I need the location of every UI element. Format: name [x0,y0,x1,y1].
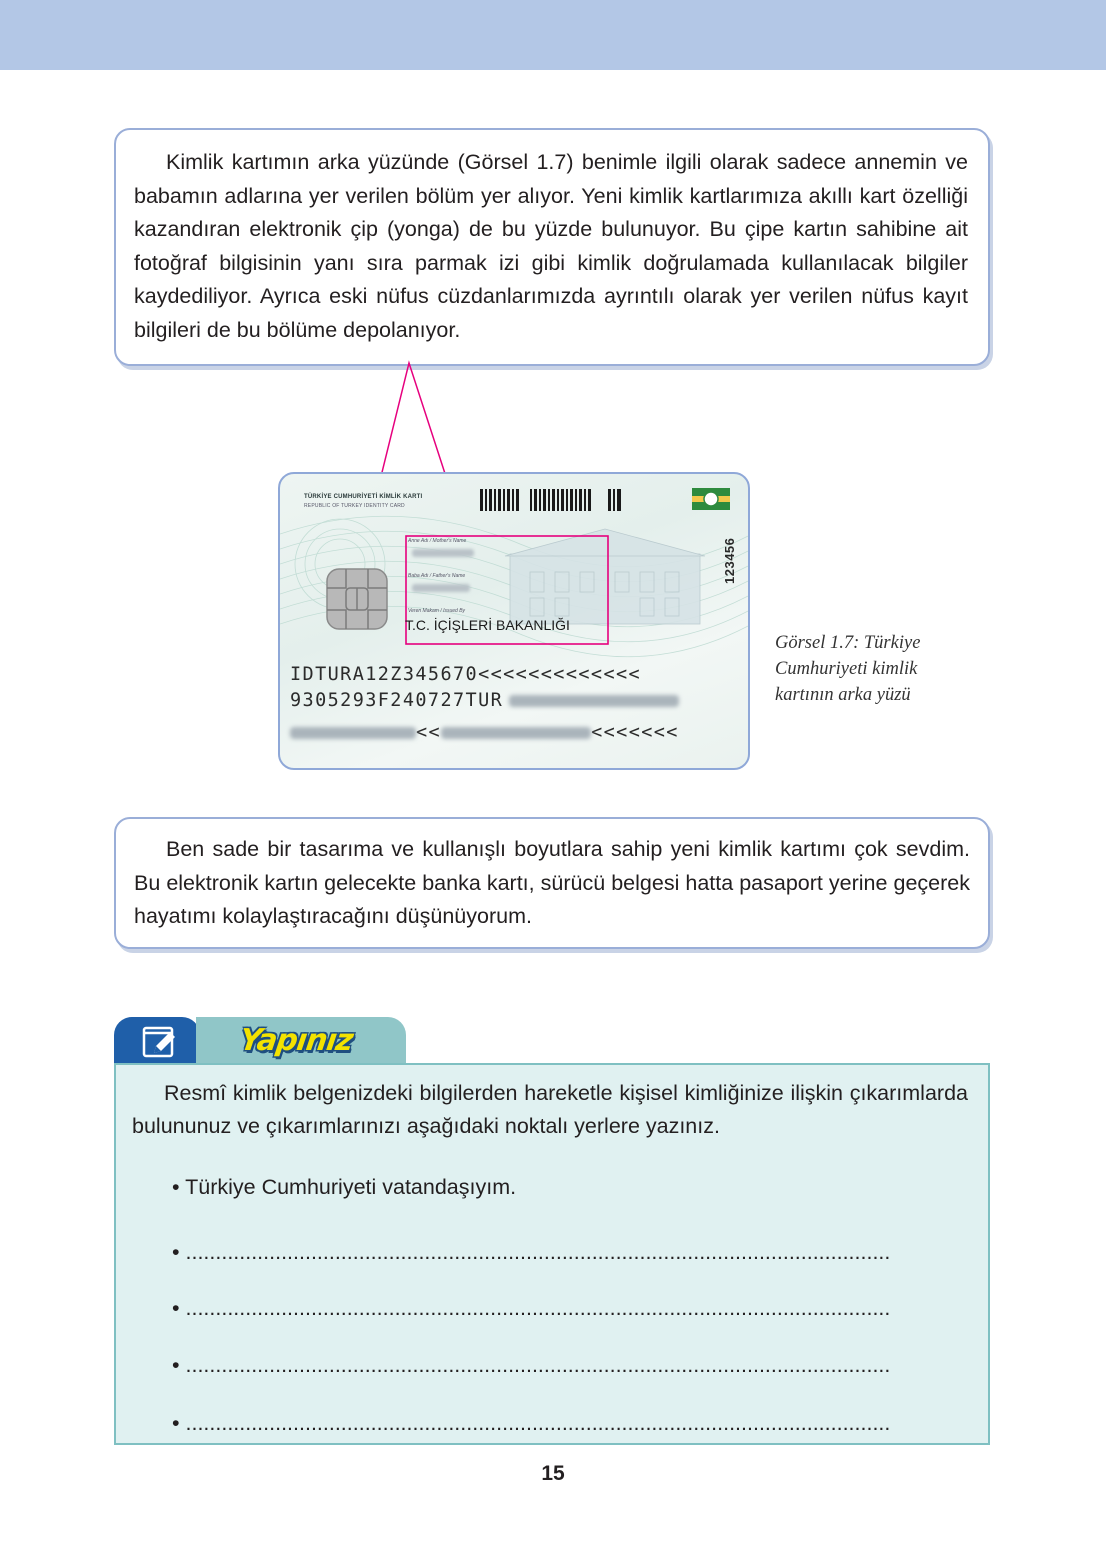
mrz-line-2 [290,690,679,711]
chip-icon [326,568,388,630]
mrz-filler: <<<<<<< [591,722,679,743]
card-subtitle: REPUBLIC OF TURKEY IDENTITY CARD [304,503,405,509]
mrz-given-names-redacted [441,727,591,739]
activity-tab-icon [114,1017,200,1065]
answer-line-4[interactable]: • ...................................................................................................................... [172,1411,891,1435]
bullet-item-1: • Türkiye Cumhuriyeti vatandaşıyım. [172,1175,517,1199]
page-number: 15 [541,1462,565,1485]
father-name-label: Baba Adı / Father's Name [408,573,466,579]
answer-line-3[interactable]: • ...................................................................................................................... [172,1353,891,1377]
activity-box [114,1063,990,1445]
activity-tab [196,1017,406,1065]
mrz-line-3 [290,722,679,743]
activity-instruction: Resmî kimlik belgenizdeki bilgilerden hareketle kişisel kimliğinize ilişkin çıkarımlarda bulununuz ve çıkarımlarınızı aşağıdaki noktalı yerlere yazınız. [132,1081,968,1138]
flag-emblem-icon [692,488,730,510]
mother-name-redacted [412,549,474,557]
mrz-redacted [509,695,679,707]
card-serial-number: 123456 [722,537,737,584]
issuer-label: Veren Makam / Issued By [408,608,466,614]
issuer-value: T.C. İÇİŞLERİ BAKANLIĞI [405,617,570,633]
speech-bubble-opinion [114,817,990,949]
second-paragraph: Ben sade bir tasarıma ve kullanışlı boyutlara sahip yeni kimlik kartımı çok sevdim. Bu elektronik kartın gelecekte banka kartı, sürücü belgesi hatta pasaport yerine geçerek hayatımı kolaylaştıracağını düşünüyorum. [134,837,970,928]
card-title: TÜRKİYE CUMHURİYETİ KİMLİK KARTI [304,494,423,500]
pencil-notebook-icon [114,1017,200,1065]
father-name-redacted [412,584,470,592]
mrz-surname-redacted [290,727,416,739]
barcode [480,489,630,511]
id-card-image [278,472,750,770]
intro-paragraph: Kimlik kartımın arka yüzünde (Görsel 1.7) benimle ilgili olarak sadece annemin ve babamın adlarına yer verilen bölüm yer alıyor. Yeni kimlik kartlarımıza akıllı kart özelliği kazandıran elektronik çip (yonga) de bu yüzde bulunuyor. Bu çipe kartın sahibine ait fotoğraf bilgisinin yanı sıra parmak izi gibi kimlik doğrulamada kullanılacak bilgiler kaydediliyor. Ayrıca eski nüfus cüzdanlarımızda ayrıntılı olarak yer verilen nüfus kayıt bilgileri de bu bölüme depolanıyor. [134,150,968,342]
speech-bubble-intro [114,128,990,366]
answer-line-1[interactable]: • ...................................................................................................................... [172,1240,891,1264]
top-header-bar [0,0,1106,70]
mother-name-label: Anne Adı / Mother's Name [408,538,467,544]
mrz-line-1: IDTURA12Z345670<<<<<<<<<<<<< [290,664,642,685]
figure-caption: Görsel 1.7: Türkiye Cumhuriyeti kimlik kartının arka yüzü [775,633,921,705]
answer-line-2[interactable]: • ...................................................................................................................... [172,1296,891,1320]
mrz-separator: << [416,722,442,743]
mrz-line-2-text: 9305293F240727TUR [290,690,504,711]
activity-title: Yapınız [237,1023,355,1058]
